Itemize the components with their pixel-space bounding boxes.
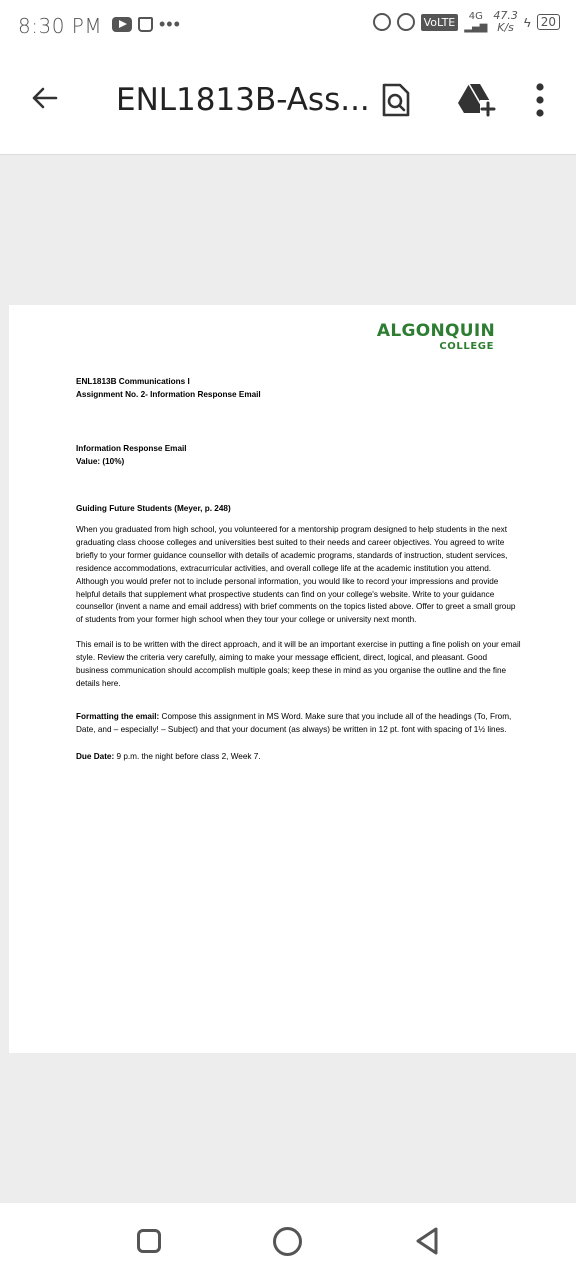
formatting-text: Compose this assignment in MS Word. Make sure that you include all of the headings (To, From, Date, and – especially! – Subject) and that your document (as always) be written in 12 pt. font with spacing of 1½ lines. (76, 711, 512, 734)
logo-sub-text: COLLEGE (439, 341, 494, 352)
net-speed-unit: K/s (497, 21, 514, 34)
status-time: 8:30 PM (18, 14, 103, 38)
guiding-title: Guiding Future Students (Meyer, p. 248) (76, 504, 231, 513)
signal-icon: 4G ▂▄▆ (464, 11, 488, 33)
back-triangle-icon[interactable] (414, 1226, 440, 1256)
charging-icon: ϟ (523, 14, 531, 30)
navigation-bar (0, 1203, 576, 1280)
status-bar (0, 0, 576, 52)
app-bar (0, 52, 576, 155)
net-speed-value: 47.3 (493, 9, 518, 22)
alarm-icon (373, 13, 391, 31)
assignment-title: Assignment No. 2- Information Response Email (76, 390, 261, 399)
assignment-value: Value: (10%) (76, 457, 125, 466)
paragraph-due-date (76, 751, 521, 764)
add-to-drive-icon[interactable] (456, 82, 496, 118)
paragraph-scenario: When you graduated from high school, you volunteered for a mentorship program designed to help students in the next graduating class choose colleges and universities best suited to their needs and career objectives. You agreed to write briefly to your former guidance counsellor with details of academic programs, standards of instruction, student services, residence accommodations, extracurricular activities, and overall college life at the academic institution you attend. Although you would prefer not to include personal information, you would like to record your impressions and provide helpful details that supplement what prospective students can find on your college's website. Write to your guidance counsellor (invent a name and email address) with brief comments on the topics listed above. Offer to greet a small group of students from your former high school when they tour your college or university next month. (76, 525, 516, 625)
paragraph-approach: This email is to be written with the direct approach, and it will be an important exercise in putting a fine polish on your email style. Review the criteria very carefully, aiming to make your message efficient, direct, logical, and pleasant. Good business communication should accomplish multiple goals; keep these in mind as you organise the outline and the fine details here. (76, 640, 521, 688)
search-in-document-icon[interactable] (380, 82, 412, 118)
network-type: 4G (468, 11, 483, 22)
battery-level: 20 (537, 14, 560, 30)
due-text: 9 p.m. the night before class 2, Week 7. (114, 751, 261, 761)
volte-badge: VoLTE (421, 14, 459, 31)
course-title: ENL1813B Communications I (76, 377, 190, 386)
arrow-left-icon[interactable] (28, 82, 60, 114)
more-dots-icon: ••• (159, 14, 181, 34)
net-speed (493, 10, 518, 34)
more-vertical-icon[interactable] (530, 80, 550, 120)
logo-main-text: ALGONQUIN (376, 321, 495, 341)
document-title: ENL1813B-Ass... (116, 82, 370, 118)
bag-icon (138, 17, 153, 32)
document-content (76, 375, 521, 764)
recent-apps-icon[interactable] (137, 1229, 161, 1253)
hotspot-icon (397, 13, 415, 31)
youtube-icon (112, 17, 132, 32)
notification-icons (112, 16, 181, 32)
document-page[interactable] (9, 305, 576, 1053)
paragraph-formatting (76, 711, 521, 737)
college-logo (367, 322, 495, 352)
section-title: Information Response Email (76, 444, 187, 453)
due-label: Due Date: (76, 751, 115, 761)
home-icon[interactable] (273, 1227, 302, 1256)
formatting-label: Formatting the email: (76, 711, 160, 721)
status-right (373, 10, 560, 34)
